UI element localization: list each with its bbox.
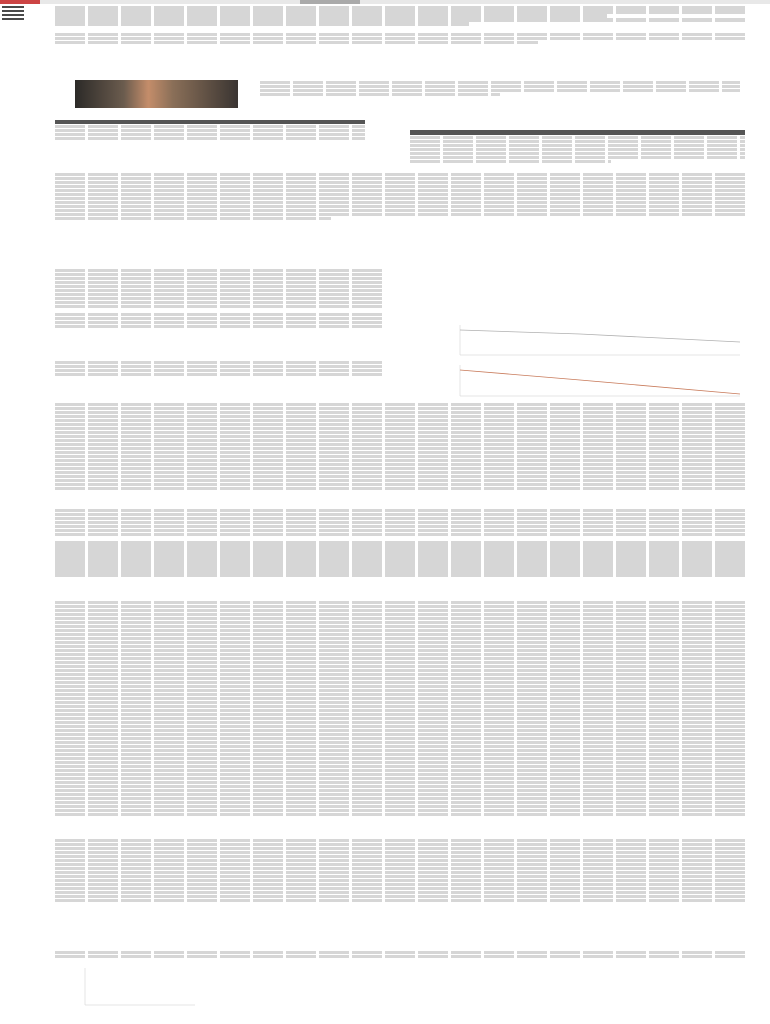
document-page (55, 4, 745, 45)
school-info-header (410, 130, 745, 135)
misassign-section (55, 360, 385, 377)
misassign-chart (440, 362, 745, 400)
mission-section (55, 172, 745, 221)
suspensions-section (55, 950, 745, 959)
facility-section (55, 508, 745, 577)
misassign-line (460, 370, 740, 394)
principal-message (260, 80, 740, 97)
teachers-section (55, 312, 385, 329)
suspensions-chart (80, 965, 200, 1010)
enrollment-chart (420, 226, 745, 271)
teachers-chart (440, 320, 745, 360)
district-info (55, 120, 365, 141)
principal-photo (75, 80, 238, 108)
teachers-line (460, 330, 740, 342)
textbooks-section (55, 402, 745, 491)
intro-block (55, 6, 745, 26)
intro-block-2 (55, 33, 745, 45)
school-info (410, 130, 745, 164)
cte-section (55, 838, 745, 903)
top-bar-accent (0, 0, 40, 4)
enrollment-group-section (55, 268, 385, 309)
caaspp-section (55, 600, 745, 817)
menu-icon[interactable] (2, 6, 24, 22)
